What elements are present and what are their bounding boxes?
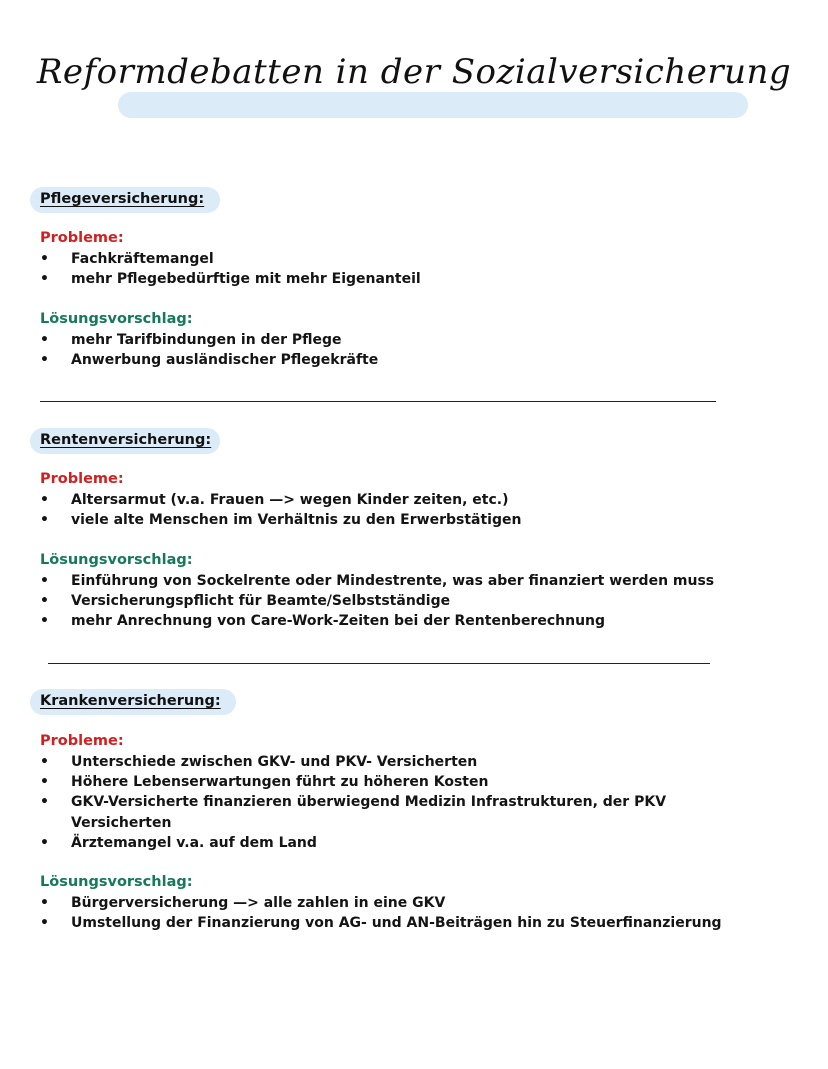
list-item-text: Versicherungspflicht für Beamte/Selbstständige (71, 593, 451, 610)
list-item (40, 591, 780, 611)
list-item (40, 350, 780, 370)
list-item-text: Altersarmut (v.a. Frauen —> wegen Kinder zeiten, etc.) (71, 492, 509, 508)
page-title: Reformdebatten in der Sozialversicherung (36, 52, 792, 92)
list-item (40, 792, 780, 832)
problems-label: Probleme: (40, 471, 124, 487)
section-heading-highlight (30, 689, 236, 715)
problems-label: Probleme: (40, 230, 124, 246)
section-divider (40, 401, 716, 402)
list-item-text: Unterschiede zwischen GKV- und PKV- Versicherten (71, 754, 478, 770)
bullet-icon: • (40, 794, 49, 811)
list-item-text: Anwerbung ausländischer Pflegekräfte (71, 352, 379, 369)
bullet-icon: • (40, 754, 49, 770)
list-item-text: Höhere Lebenserwartungen führt zu höheren Kosten (71, 774, 489, 791)
section-heading: Krankenversicherung: (40, 693, 221, 709)
solutions-label: Lösungsvorschlag: (40, 874, 193, 890)
list-item (40, 490, 780, 510)
bullet-icon: • (40, 774, 49, 791)
list-item-text: Ärztemangel v.a. auf dem Land (71, 834, 317, 851)
list-item-text: mehr Pflegebedürftige mit mehr Eigenanteil (71, 271, 421, 288)
bullet-icon: • (40, 512, 49, 529)
bullet-icon: • (40, 251, 49, 267)
list-item (40, 752, 780, 772)
list-item-text: Einführung von Sockelrente oder Mindestrente, was aber finanziert werden muss (71, 573, 715, 589)
section-heading: Pflegeversicherung: (40, 191, 205, 207)
bullet-icon: • (40, 834, 49, 851)
problems-list (40, 249, 780, 289)
solutions-label: Lösungsvorschlag: (40, 552, 193, 568)
list-item-text: Fachkräftemangel (71, 251, 214, 267)
bullet-icon: • (40, 492, 49, 508)
section-heading-highlight (30, 187, 220, 213)
list-item (40, 913, 780, 933)
bullet-icon: • (40, 352, 49, 369)
bullet-icon: • (40, 271, 49, 288)
solutions-list (40, 893, 780, 933)
title-area (0, 52, 828, 122)
list-item (40, 893, 780, 913)
section-heading-highlight (30, 428, 220, 454)
list-item (40, 510, 780, 530)
list-item-text: mehr Anrechnung von Care-Work-Zeiten bei der Rentenberechnung (71, 613, 606, 630)
list-item (40, 249, 780, 269)
section-divider (48, 663, 710, 664)
bullet-icon: • (40, 332, 49, 348)
bullet-icon: • (40, 573, 49, 589)
bullet-icon: • (40, 895, 49, 911)
list-item-text: Umstellung der Finanzierung von AG- und AN-Beiträgen hin zu Steuerfinanzierung (71, 915, 722, 932)
solutions-list (40, 330, 780, 370)
list-item (40, 571, 780, 591)
problems-list (40, 490, 780, 530)
solutions-list (40, 571, 780, 632)
list-item-text: mehr Tarifbindungen in der Pflege (71, 332, 342, 348)
list-item (40, 269, 780, 289)
list-item-text: viele alte Menschen im Verhältnis zu den Erwerbstätigen (71, 512, 522, 529)
title-highlight (118, 92, 748, 118)
list-item-text: Bürgerversicherung —> alle zahlen in eine GKV (71, 895, 446, 911)
section-heading: Rentenversicherung: (40, 432, 212, 448)
problems-label: Probleme: (40, 733, 124, 749)
solutions-label: Lösungsvorschlag: (40, 311, 193, 327)
bullet-icon: • (40, 593, 49, 610)
list-item-text: GKV-Versicherte finanzieren überwiegend Medizin Infrastrukturen, der PKV Versicherten (71, 794, 667, 831)
list-item (40, 611, 780, 631)
list-item (40, 330, 780, 350)
list-item (40, 772, 780, 792)
bullet-icon: • (40, 915, 49, 932)
bullet-icon: • (40, 613, 49, 630)
problems-list (40, 752, 780, 853)
list-item (40, 833, 780, 853)
